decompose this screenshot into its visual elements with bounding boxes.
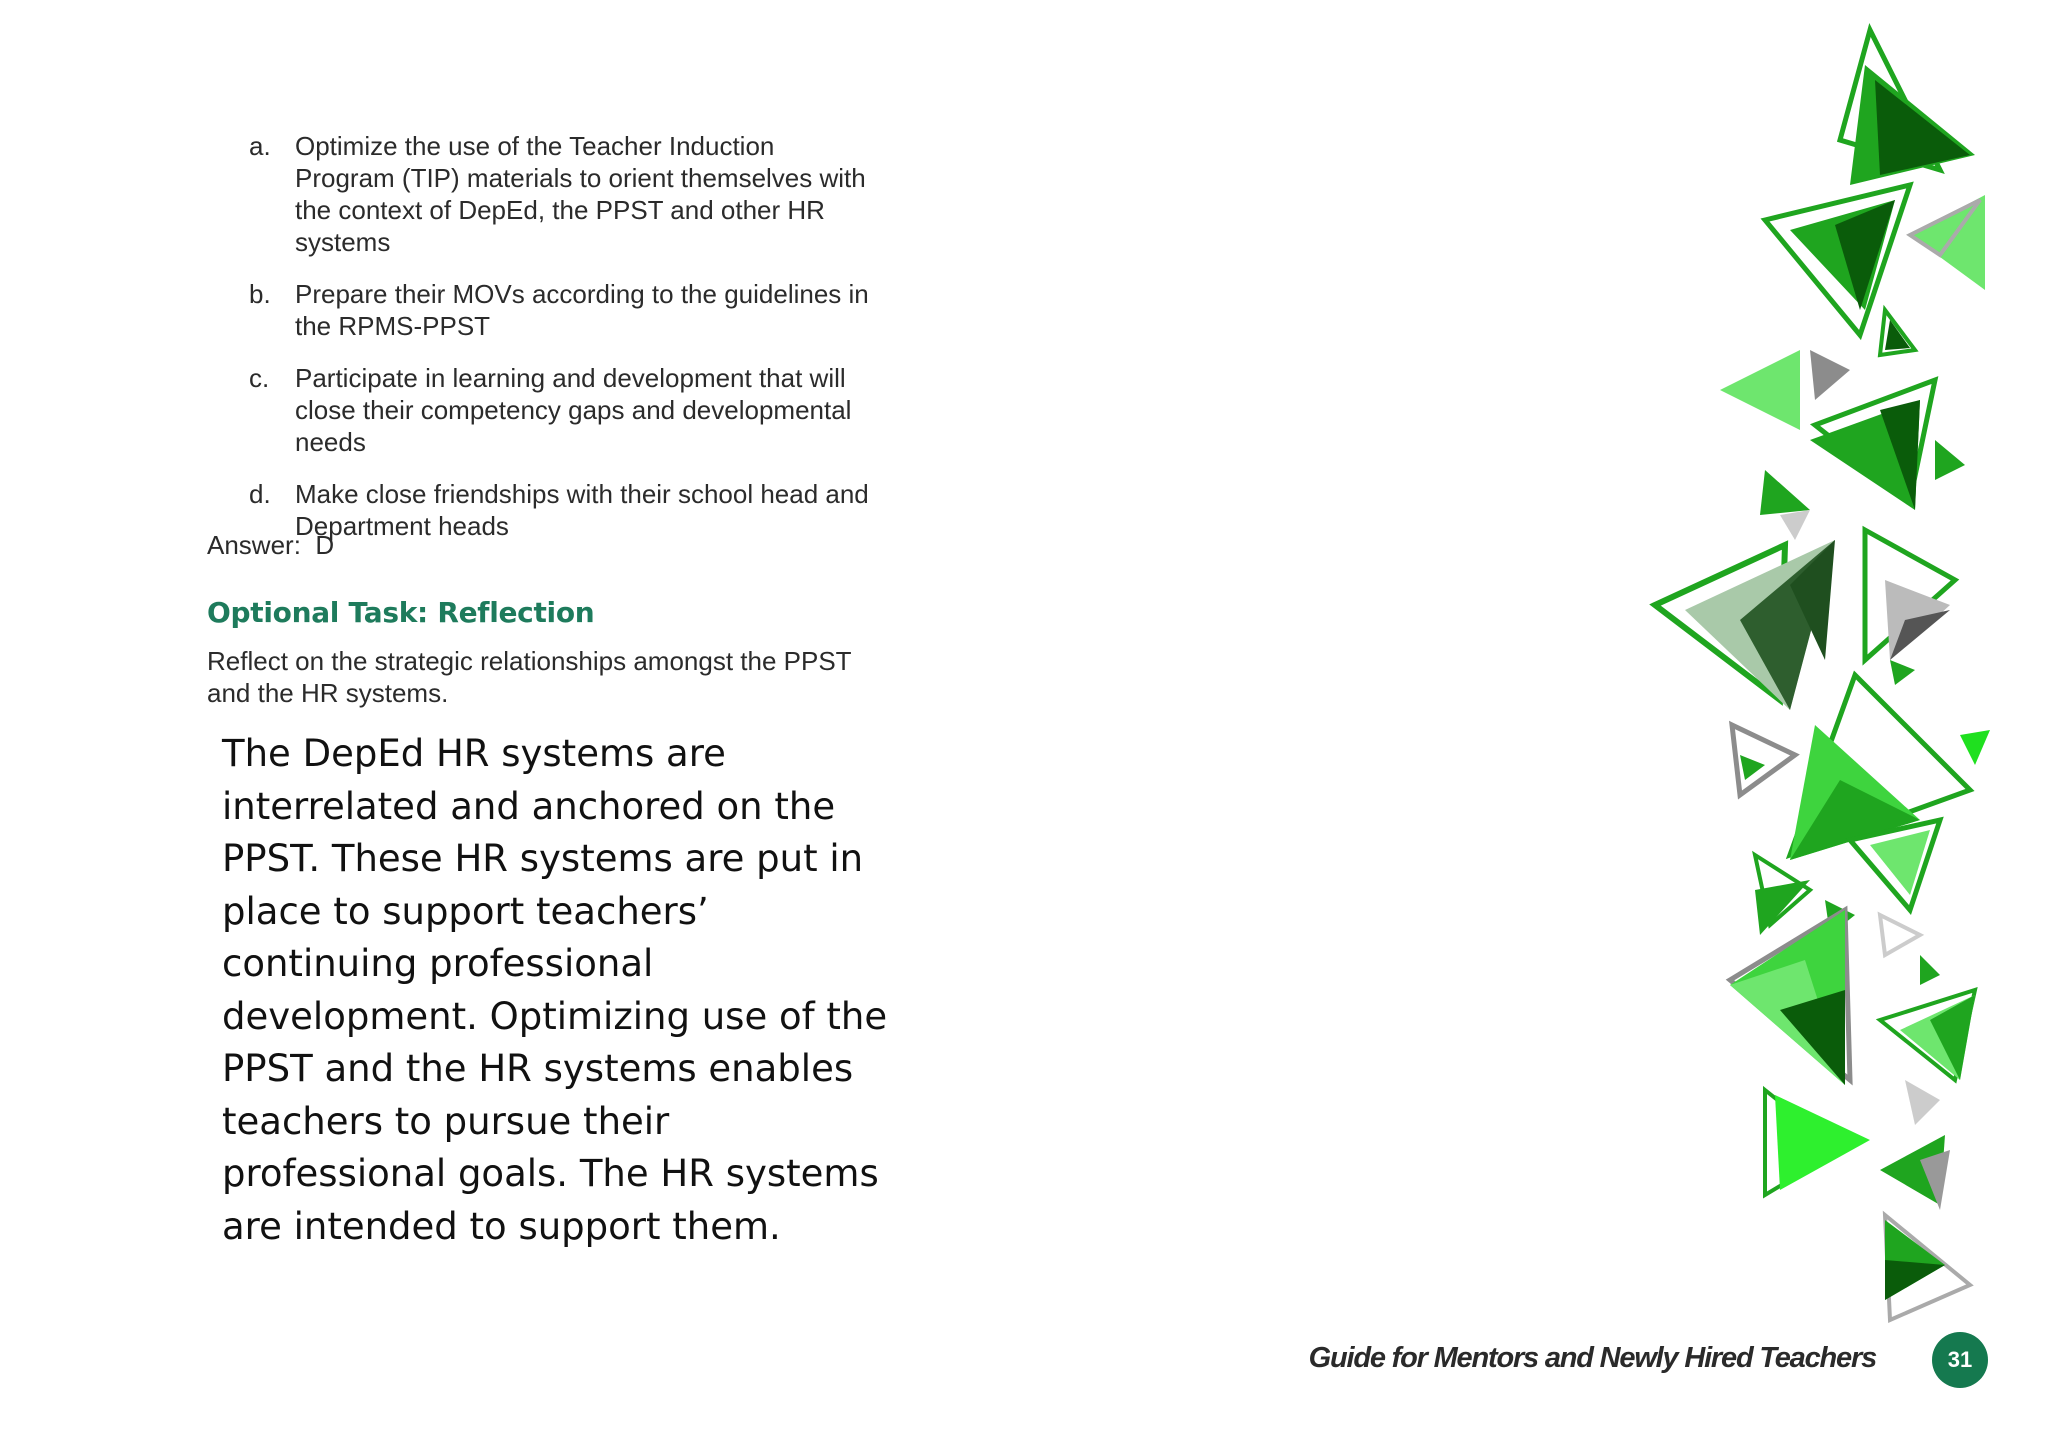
choice-c xyxy=(249,362,899,458)
choice-letter: c. xyxy=(249,363,270,393)
triangle-shape xyxy=(1920,955,1940,985)
triangle-shape xyxy=(1880,915,1920,955)
triangle-shape xyxy=(1775,1095,1870,1190)
triangle-shape xyxy=(1935,440,1965,480)
triangle-shape xyxy=(1740,755,1765,780)
choice-text: Participate in learning and development that will close their competency gaps and developmental needs xyxy=(295,363,852,457)
section-heading: Optional Task: Reflection xyxy=(207,596,595,629)
triangle-shape xyxy=(1720,350,1800,430)
choice-b xyxy=(249,278,899,342)
triangle-shape xyxy=(1890,660,1915,685)
reflection-answer-text: The DepEd HR systems are interrelated and anchored on the PPST. These HR systems are put in place to support teachers’ continuing professional development. Optimizing use of the PPST and the HR systems enables teachers to pursue their professional goals. The HR systems are intended to support them. xyxy=(222,732,888,1248)
choice-d xyxy=(249,478,899,542)
triangle-shape xyxy=(1760,470,1810,515)
page-number-badge: 31 xyxy=(1932,1332,1988,1388)
reflection-instruction: Reflect on the strategic relationships amongst the PPST and the HR systems. xyxy=(207,646,852,708)
answer-key: Answer: D xyxy=(207,530,335,560)
triangle-shape xyxy=(1905,1080,1940,1125)
choice-letter: d. xyxy=(249,479,271,509)
decorative-triangles-graphic xyxy=(1640,20,2000,1340)
footer-guide-title: Guide for Mentors and Newly Hired Teachers xyxy=(1308,1342,1876,1374)
triangle-shape xyxy=(1870,830,1930,895)
triangle-shape xyxy=(1780,510,1810,540)
triangle-shape xyxy=(1875,80,1970,175)
answer-choices-list xyxy=(249,130,899,562)
choice-letter: a. xyxy=(249,131,271,161)
choice-text: Optimize the use of the Teacher Induction Program (TIP) materials to orient themselves with the context of DepEd, the PPST and other HR systems xyxy=(295,131,866,257)
triangle-shape xyxy=(1810,350,1850,400)
choice-text: Make close friendships with their school head and Department heads xyxy=(295,479,869,541)
triangle-shape xyxy=(1885,1260,1945,1300)
triangle-shape xyxy=(1960,730,1990,765)
choice-a xyxy=(249,130,899,258)
choice-letter: b. xyxy=(249,279,271,309)
choice-text: Prepare their MOVs according to the guidelines in the RPMS-PPST xyxy=(295,279,869,341)
